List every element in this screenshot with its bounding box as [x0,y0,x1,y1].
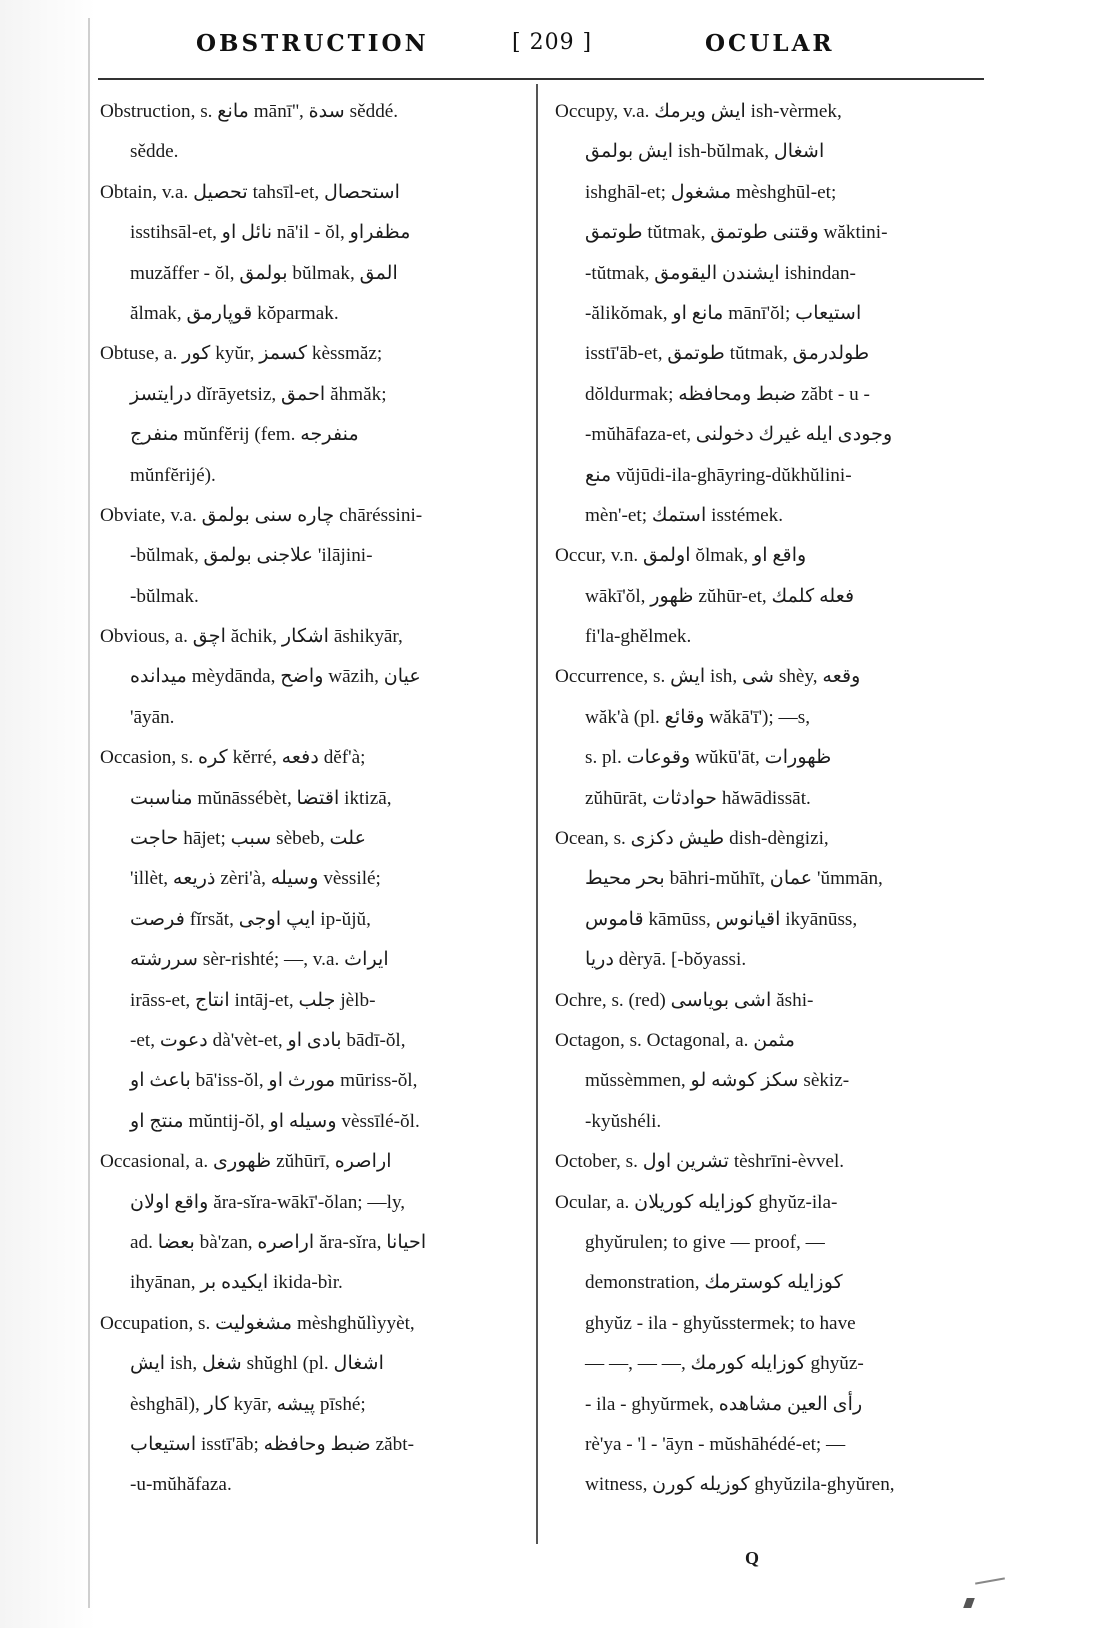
entry-line: ghyŭrulen; to give — proof, — [585,1231,825,1253]
entry-line: -bŭlmak, علاجنى بولمق 'ilājini- [130,545,373,567]
entry-line: wăk'à (pl. وقائع wăkā'ī'); —s, [585,706,810,728]
entry-line: 'āyān. [130,706,175,728]
entry-line: -kyŭshéli. [585,1110,662,1132]
header-rule [98,78,984,80]
entry-line: isstihsāl-et, نائل او nā'il - ŏl, مظفراو [130,222,411,244]
entry-line: rè'ya - 'l - 'āyn - mŭshāhédé-et; — [585,1433,846,1455]
entry-line: irāss-et, انتاج intāj-et, جلب jèlb- [130,989,376,1011]
entry-line: منفرج mŭnfĕrij (fem. منفرجه [130,424,359,446]
entry-line: mŭnfĕrijé). [130,464,216,486]
entry-line: سررشته sèr-rishté; —, v.a. ايراث [130,949,389,971]
entry-line: ălmak, قوپارمق kŏparmak. [130,302,339,324]
page-edge-line [88,18,90,1608]
entry-line: èshghāl), كار kyār, پيشه pīshé; [130,1393,366,1415]
entry-line: — —, — —, كوزايله كورمك ghyŭz- [585,1353,864,1375]
page-number: [ 209 ] [512,30,593,55]
entry-line: قاموس kāmūss, اقيانوس ikyānūss, [585,908,858,930]
entry-line: -tŭtmak, ايشندن اليقومق ishindan- [585,262,856,284]
column-rule [536,84,538,1544]
entry-headline: Obviate, v.a. چاره سنى بولمق chāréssini- [100,504,423,526]
entry-line: ايش بولمق ish-bŭlmak, اشغال [585,141,825,163]
entry-line: باعث او bā'iss-ŏl, مورث او mūriss-ŏl, [130,1070,418,1092]
header-left-word: OBSTRUCTION [196,30,429,57]
entry-headline: Obvious, a. اچق ăchik, اشكار āshikyār, [100,626,403,648]
entry-line: witness, كوزيله كورن ghyŭzila-ghyŭren, [585,1474,895,1496]
entry-line: ishghāl-et; مشغول mèshghūl-et; [585,181,837,203]
right-column [555,92,983,1506]
entry-headline: Obstruction, s. مانع mānī'', سدة sěddé. [100,101,399,122]
signature-mark: Q [745,1548,760,1568]
entry-line: fi'la-ghĕlmek. [585,626,692,648]
header-right-word: OCULAR [705,30,835,57]
entry-line: wākī'ŏl, ظهور zŭhūr-et, فعله كلمك [585,585,855,607]
entry-headline: Occupation, s. مشغوليت mèshghŭlìyyèt, [100,1312,415,1334]
entry-headline: October, s. تشرين اول tèshrīni-èvvel. [555,1151,845,1173]
entry-line: ad. بعضا bà'zan, اراصره ăra-sĭra, احيانا [130,1231,427,1253]
entry-headline: Occurrence, s. ايش ish, شى shèy, وقعه [555,666,861,688]
entry-line: -bŭlmak. [130,585,199,607]
entry-headline: Ocular, a. كوزايله كوريلان ghyŭz-ila- [555,1191,838,1213]
entry-line: بحر محيط bāhri-mŭhīt, عمان 'ŭmmān, [585,868,883,890]
entry-line: ihyānan, ايكيده بر ikida-bìr. [130,1272,343,1294]
entry-headline: Ocean, s. طيش دكزى dish-dèngizi, [555,828,829,850]
entry-line: demonstration, كوزايله كوسترمك [585,1272,843,1294]
entry-line: dŏldurmak; ضبط ومحافظه zăbt - u - [585,383,870,405]
entry-line: حاجت hājet; سبب sèbeb, علت [130,828,367,850]
entry-line: ميدانده mèydānda, واضح wāzih, عيان [130,666,421,688]
entry-line: s. pl. وقوعات wŭkū'āt, ظهورات [585,747,832,769]
entry-headline: Obtuse, a. كور kyŭr, كسمز kèssmăz; [100,343,383,365]
entry-line: -et, دعوت dà'vèt-et, بادى او bādī-ŏl, [130,1029,406,1051]
entry-line: isstī'āb-et, طوتمق tŭtmak, طولدرمق [585,343,870,365]
entry-line: واقع اولان ăra-sĭra-wākī'-ŏlan; —ly, [130,1191,406,1213]
page-header [0,30,1115,70]
left-column [100,92,525,1506]
entry-line: - ila - ghyŭrmek, رأى العين مشاهده [585,1393,863,1415]
entry-headline: Obtain, v.a. تحصيل tahsīl-et, استحصال [100,181,400,203]
entry-line: -mŭhāfaza-et, وجودى ايله غيرك دخولنى [585,424,893,446]
entry-line: دريا dèryā. [-bŏyassi. [585,949,747,971]
entry-line: استيعاب isstī'āb; ضبط وحافظه zăbt- [130,1433,414,1455]
page-edge-shadow [0,0,96,1628]
entry-line: -u-mŭhăfaza. [130,1474,232,1496]
entry-headline: Occupy, v.a. ايش ويرمك ish-vèrmek, [555,101,842,122]
entry-line: منع vŭjūdi-ila-ghāyring-dŭkhŭlini- [585,464,852,486]
entry-line: mŭssèmmen, سكز كوشه لو sèkiz- [585,1070,850,1092]
entry-headline: Ochre, s. (red) اشى بوياسى ăshi- [555,989,814,1011]
entry-line: ايش ish, شغل shŭghl (pl. اشغال [130,1353,384,1375]
entry-line: مناسبت mŭnāssébèt, اقتضا iktizā, [130,787,392,809]
entry-line: sědde. [130,141,179,163]
entry-headline: Occur, v.n. اولمق ŏlmak, واقع او [555,545,807,567]
entry-line: -ălikŏmak, مانع او mānī'ŏl; استيعاب [585,302,862,324]
corner-scratch [975,1577,1005,1584]
entry-line: mèn'-et; استمك isstémek. [585,504,784,526]
entry-headline: Octagon, s. Octagonal, a. مثمن [555,1029,795,1051]
entry-line: 'illèt, ذريعه zèri'à, وسيله vèssilé; [130,868,381,890]
entry-line: طوتمق tŭtmak, وقتنى طوتمق wăktini- [585,222,888,244]
entry-line: muzăffer - ŏl, بولمق bŭlmak, المق [130,262,398,284]
corner-blot [963,1598,975,1608]
entry-line: فرصت fĭrsăt, ايپ اوجى ip-ŭjŭ, [130,908,371,930]
entry-line: ghyŭz - ila - ghyŭsstermek; to have [585,1312,856,1334]
entry-line: zŭhūrāt, حوادثات hăwādissāt. [585,787,811,809]
entry-headline: Occasion, s. كره kĕrré, دفعه dĕf'à; [100,747,366,769]
entry-headline: Occasional, a. ظهورى zŭhūrī, اراصره [100,1151,392,1173]
entry-line: منتج او mŭntij-ŏl, وسيله او vèssīlé-ŏl. [130,1110,420,1132]
entry-line: درايتسز dĭrāyetsiz, احمق ăhmăk; [130,383,387,405]
